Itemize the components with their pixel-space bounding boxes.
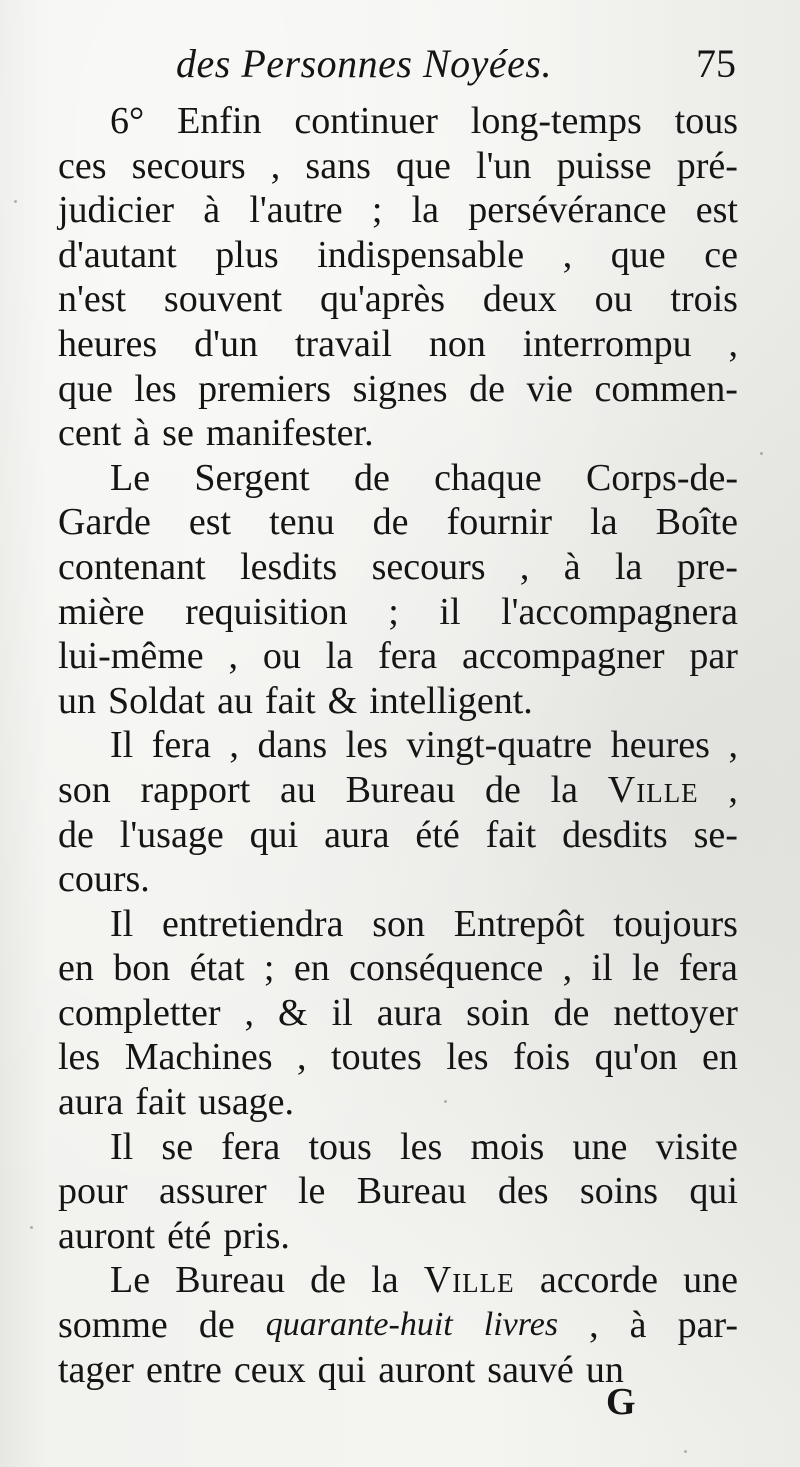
text-line: que les premiers signes de vie commen- bbox=[58, 367, 738, 410]
text-line: 6° Enfin continuer long-temps tous bbox=[110, 100, 738, 142]
signature-mark: G bbox=[606, 1381, 636, 1423]
paper-speck bbox=[684, 1450, 687, 1453]
paragraph-1 bbox=[58, 99, 738, 456]
text-line: completter , & il aura soin de nettoyer bbox=[58, 991, 738, 1034]
text-line: contenant lesdits secours , à la pre- bbox=[58, 545, 738, 588]
text-line: cours. bbox=[58, 858, 150, 901]
paragraph-2 bbox=[58, 456, 738, 724]
text-line: cent à se manifester. bbox=[58, 412, 374, 455]
page-number: 75 bbox=[696, 41, 736, 86]
paper-speck bbox=[14, 200, 17, 203]
page-header bbox=[176, 40, 736, 100]
running-title: des Personnes Noyées. bbox=[176, 41, 552, 86]
paragraph-6 bbox=[58, 1258, 738, 1392]
text-line: aura fait usage. bbox=[58, 1081, 295, 1124]
text-line: Garde est tenu de fournir la Boîte bbox=[58, 501, 738, 544]
text-line: les Machines , toutes les fois qu'on en bbox=[58, 1036, 738, 1079]
paper-speck bbox=[760, 452, 763, 455]
paper-speck bbox=[444, 1100, 447, 1103]
text-line: un Soldat au fait & intelligent. bbox=[58, 679, 533, 722]
paper-speck bbox=[30, 1226, 33, 1229]
text-line: ces secours , sans que l'un puisse pré- bbox=[58, 144, 738, 187]
text-line: heures d'un travail non interrompu , bbox=[58, 322, 738, 365]
text-line: de l'usage qui aura été fait desdits se- bbox=[58, 813, 738, 856]
text-line: Il se fera tous les mois une visite bbox=[110, 1125, 738, 1168]
paragraph-3 bbox=[58, 723, 738, 901]
paragraph-4 bbox=[58, 902, 738, 1125]
text-line: mière requisition ; il l'accompagnera bbox=[58, 590, 738, 633]
text-line: Le Sergent de chaque Corps-de- bbox=[110, 456, 738, 499]
text-line: auront été pris. bbox=[58, 1214, 290, 1257]
text-line: son rapport au Bureau de la Ville , bbox=[58, 768, 738, 811]
text-line: en bon état ; en conséquence , il le fera bbox=[58, 947, 738, 990]
paragraph-5 bbox=[58, 1125, 738, 1259]
text-line: judicier à l'autre ; la persévérance est bbox=[58, 189, 738, 232]
text-line: d'autant plus indispensable , que ce bbox=[58, 233, 738, 276]
text-line: n'est souvent qu'après deux ou trois bbox=[58, 278, 738, 321]
page-body bbox=[58, 99, 738, 1392]
text-line: Il fera , dans les vingt-quatre heures , bbox=[110, 724, 738, 767]
text-line: Le Bureau de la Ville accorde une bbox=[110, 1259, 738, 1302]
text-line: Il entretiendra son Entrepôt toujours bbox=[110, 902, 738, 945]
text-line: lui-même , ou la fera accompagner par bbox=[58, 635, 738, 678]
text-line: tager entre ceux qui auront sauvé un bbox=[58, 1348, 624, 1391]
text-line: pour assurer le Bureau des soins qui bbox=[58, 1170, 738, 1213]
text-line: somme de quarante-huit livres , à par- bbox=[58, 1304, 738, 1347]
